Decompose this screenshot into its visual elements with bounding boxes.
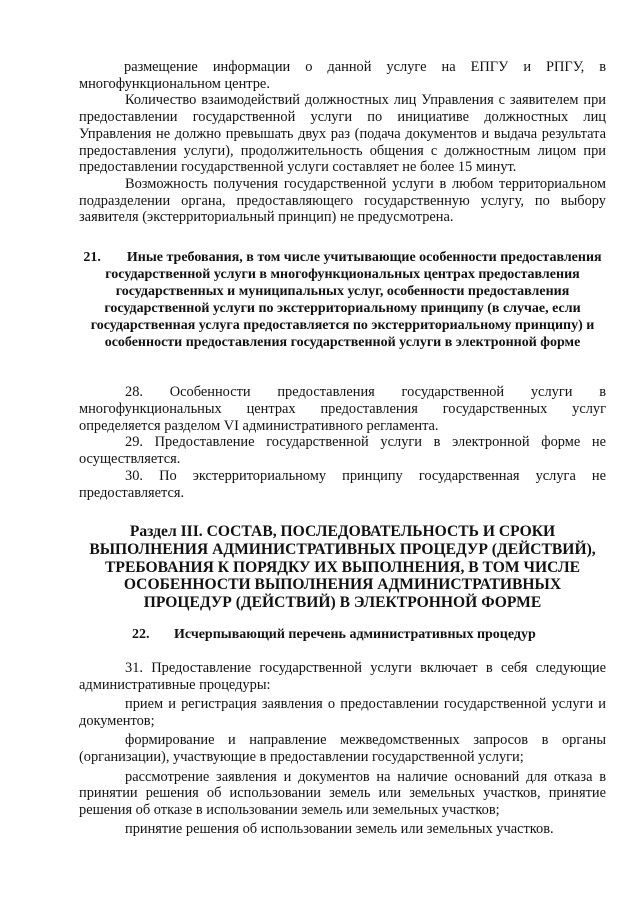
intro-text-block <box>79 59 606 226</box>
list-item: рассмотрение заявления и документов на наличие оснований для отказа в принятии решения об использовании земель или земельных участков, принятие решения об отказе в использовании земель или земельных участков; <box>79 768 606 818</box>
section-22-body <box>79 660 606 838</box>
list-item: формирование и направление межведомственных запросов в органы (организации), участвующие в предоставлении государственной услуги; <box>79 732 606 765</box>
paragraph-interactions-count: Количество взаимодействий должностных лиц Управления с заявителем при предоставлении государственной услуги по инициативе должностных лиц Управления не должно превышать двух раз (подача документов и выдача результата предоставления услуги), продолжительность общения с должностным лицом при предоставлении государственной услуги составляет не более 15 минут. <box>79 92 606 176</box>
paragraph-30: 30. По экстерриториальному принципу государственная услуга не предоставляется. <box>79 467 606 501</box>
section-21-body <box>79 384 606 502</box>
section-21-number: 21. <box>83 250 101 265</box>
paragraph-extraterritorial: Возможность получения государственной услуги в любом территориальном подразделении органа, предоставляющего государственную услугу, по выбору заявителя (экстерриториальный принцип) не предусмотрена. <box>79 175 606 226</box>
section-22-title: Исчерпывающий перечень административных процедур <box>174 627 536 642</box>
section-3-heading: Раздел III. СОСТАВ, ПОСЛЕДОВАТЕЛЬНОСТЬ И СРОКИ ВЫПОЛНЕНИЯ АДМИНИСТРАТИВНЫХ ПРОЦЕДУР (ДЕЙСТВИЙ), ТРЕБОВАНИЯ К ПОРЯДКУ ИХ ВЫПОЛНЕНИЯ, В ТОМ ЧИСЛЕ ОСОБЕННОСТИ ВЫПОЛНЕНИЯ АДМИНИСТРАТИВНЫХ ПРОЦЕДУР (ДЕЙСТВИЙ) В ЭЛЕКТРОННОЙ ФОРМЕ <box>89 523 596 612</box>
paragraph-info-placement: размещение информации о данной услуге на ЕПГУ и РПГУ, в многофункциональном центре. <box>79 59 606 92</box>
section-22-number: 22. <box>132 627 150 642</box>
paragraph-29: 29. Предоставление государственной услуги в электронной форме не осуществляется. <box>79 434 606 468</box>
list-item: прием и регистрация заявления о предоставлении государственной услуги и документов; <box>79 696 606 729</box>
paragraph-28: 28. Особенности предоставления государственной услуги в многофункциональных центрах предоставления государственных услуг определяется разделом VI административного регламента. <box>79 384 606 434</box>
list-item: принятие решения об использовании земель или земельных участков. <box>125 821 554 838</box>
paragraph-31: 31. Предоставление государственной услуги включает в себя следующие административные процедуры: <box>79 660 606 693</box>
section-21-title: Иные требования, в том числе учитывающие особенности предоставления государственной услуги в многофункциональных центрах предоставления государственных и муниципальных услуг, особенности предоставления государственной услуги по экстерриториальному принципу (в случае, если государственная услуга предоставляется по экстерриториальному принципу) и особенности предоставления государственной услуги в электронной форме <box>90 250 602 350</box>
section-22-heading <box>132 626 536 643</box>
section-21-heading <box>79 249 606 351</box>
